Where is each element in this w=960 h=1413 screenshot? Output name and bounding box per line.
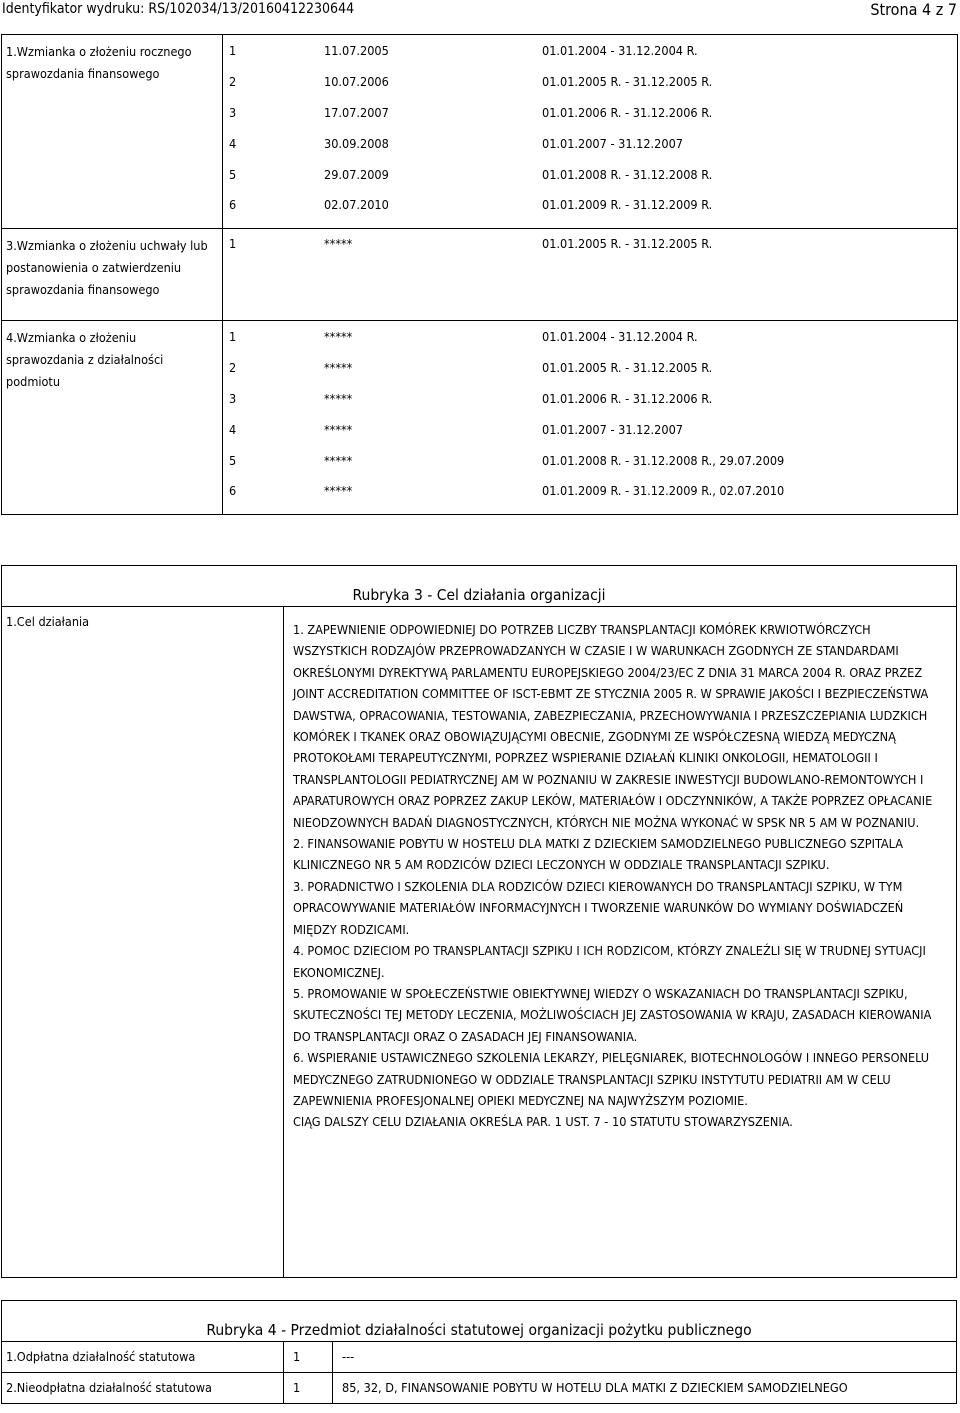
column-divider: [332, 1342, 333, 1372]
rubryka-4: [1, 1300, 957, 1404]
row-label: 2.Nieodpłatna działalność statutowa: [6, 1380, 212, 1395]
column-divider: [283, 1342, 284, 1372]
table-row: 1 11.07.2005 01.01.2004 - 31.12.2004 R.: [229, 43, 698, 58]
table-row: 2 10.07.2006 01.01.2005 R. - 31.12.2005 R.: [229, 74, 713, 89]
section-approval: [2, 229, 958, 321]
goal-paragraph: 2. FINANSOWANIE POBYTU W HOSTELU DLA MATKI Z DZIECKIEM SAMODZIELNEGO PUBLICZNEGO SZPITALA KLINICZNEGO NR 5 AM RODZICÓW DZIECI LECZONYCH W ODDZIALE TRANSPLANTACJI SZPIKU.: [293, 836, 903, 873]
reports-table: [1, 34, 958, 515]
section-title-row: [1, 1300, 957, 1342]
row-value: 85, 32, D, FINANSOWANIE POBYTU W HOTELU DLA MATKI Z DZIECKIEM SAMODZIELNEGO: [342, 1380, 848, 1395]
table-row: [1, 1342, 957, 1373]
table-row: 6 02.07.2010 01.01.2009 R. - 31.12.2009 R.: [229, 197, 713, 212]
column-divider: [332, 1373, 333, 1403]
goal-paragraph: 5. PROMOWANIE W SPOŁECZEŃSTWIE OBIEKTYWNEJ WIEDZY O WSKAZANIACH DO TRANSPLANTACJI SZPIKU, SKUTECZNOŚCI TEJ METODY LECZENIA, MOŻLIWOŚCIACH JEJ ZASTOSOWANIA W KRAJU, ZASADACH KIEROWANIA DO TRANSPLANTACJI ORAZ O ZASADACH JEJ FINANSOWANIA.: [293, 985, 932, 1044]
section-label: 1.Wzmianka o złożeniu rocznego sprawozdania finansowego: [2, 35, 223, 229]
row-number: 1: [293, 1380, 301, 1395]
table-row: 2 ***** 01.01.2005 R. - 31.12.2005 R.: [229, 360, 713, 375]
print-identifier: Identyfikator wydruku: RS/102034/13/20160412230644: [2, 1, 355, 17]
table-row: 6 ***** 01.01.2009 R. - 31.12.2009 R., 02.07.2010: [229, 483, 785, 498]
column-divider: [283, 607, 284, 1277]
table-row: 1 ***** 01.01.2005 R. - 31.12.2005 R.: [229, 236, 713, 251]
section-label: 4.Wzmianka o złożeniu sprawozdania z działalności podmiotu: [2, 321, 223, 515]
table-row: 4 30.09.2008 01.01.2007 - 31.12.2007: [229, 136, 683, 151]
section-rows: [223, 321, 958, 515]
table-row: 1 ***** 01.01.2004 - 31.12.2004 R.: [229, 329, 698, 344]
section-rows: [223, 229, 958, 321]
goal-paragraph: 1. ZAPEWNIENIE ODPOWIEDNIEJ DO POTRZEB LICZBY TRANSPLANTACJI KOMÓREK KRWIOTWÓRCZYCH WSZYSTKICH RODZAJÓW PRZEPROWADZANYCH W CZASIE I W WARUNKACH ZGODNYCH ZE STANDARDAMI OKREŚLONYMI DYREKTYWĄ PARLAMENTU EUROPEJSKIEGO 2004/23/EC Z DNIA 31 MARCA 2004 R. ORAZ PRZEZ JOINT ACCREDITATION COMMITTEE OF ISCT-EBMT ZE STYCZNIA 2005 R. W SPRAWIE JAKOŚCI I BEZPIECZEŃSTWA DAWSTWA, OPRACOWANIA, TESTOWANIA, ZABEZPIECZANIA, PRZECHOWYWANIA I PRZESZCZEPIANIA LUDZKICH KOMÓREK I TKANEK ORAZ OBOWIĄZUJĄCYMI OBECNIE, ZGODNYMI ZE WSPÓŁCZESNĄ WIEDZĄ MEDYCZNĄ PROTOKOŁAMI TERAPEUTYCZNYMI, POPRZEZ WSPIERANIE DZIAŁAŃ KLINIKI ONKOLOGII, HEMATOLOGII I TRANSPLANTOLOGII PEDIATRYCZNEJ AM W POZNANIU W ZAKRESIE INWESTYCJI BUDOWLANO-REMONTOWYCH I APARATUROWYCH ORAZ POPRZEZ ZAKUP LEKÓW, MATERIAŁÓW I ODCZYNNIKÓW, A TAKŻE POPRZEZ OPŁACANIE NIEODZOWNYCH BADAŃ DIAGNOSTYCZNYCH, KTÓRYCH NIE MOŻNA WYKONAĆ W SPSK NR 5 AM W POZNANIU.: [293, 622, 933, 830]
table-row: 5 ***** 01.01.2008 R. - 31.12.2008 R., 29.07.2009: [229, 453, 785, 468]
table-row: [1, 1373, 957, 1404]
rubryka-3: [1, 565, 957, 1278]
row-value: ---: [342, 1349, 355, 1364]
table-row: 3 17.07.2007 01.01.2006 R. - 31.12.2006 R.: [229, 105, 713, 120]
goal-paragraph: CIĄG DALSZY CELU DZIAŁANIA OKREŚLA PAR. 1 UST. 7 - 10 STATUTU STOWARZYSZENIA.: [293, 1114, 793, 1130]
goal-label: 1.Cel działania: [6, 614, 90, 629]
goal-text: [293, 619, 933, 1133]
row-number: 1: [293, 1349, 301, 1364]
section-activity-report: [2, 321, 958, 515]
section-label: 3.Wzmianka o złożeniu uchwały lub postanowienia o zatwierdzeniu sprawozdania finansowego: [2, 229, 223, 321]
section-title-row: [1, 565, 957, 607]
entries-table: [223, 229, 957, 267]
goal-paragraph: 4. POMOC DZIECIOM PO TRANSPLANTACJI SZPIKU I ICH RODZICOM, KTÓRZY ZNALEŹLI SIĘ W TRUDNEJ SYTUACJI EKONOMICZNEJ.: [293, 943, 926, 980]
column-divider: [283, 1373, 284, 1403]
goal-row: [1, 607, 957, 1278]
section-title: Rubryka 4 - Przedmiot działalności statutowej organizacji pożytku publicznego: [206, 1321, 752, 1339]
row-label: 1.Odpłatna działalność statutowa: [6, 1349, 196, 1364]
table-row: 3 ***** 01.01.2006 R. - 31.12.2006 R.: [229, 391, 713, 406]
section-rows: [223, 35, 958, 229]
section-title: Rubryka 3 - Cel działania organizacji: [352, 586, 606, 604]
page-number: Strona 4 z 7: [870, 0, 957, 19]
table-row: 5 29.07.2009 01.01.2008 R. - 31.12.2008 R.: [229, 167, 713, 182]
print-header: [0, 0, 960, 22]
entries-table: [223, 321, 957, 514]
goal-paragraph: 3. PORADNICTWO I SZKOLENIA DLA RODZICÓW DZIECI KIEROWANYCH DO TRANSPLANTACJI SZPIKU, W TYM OPRACOWYWANIE MATERIAŁÓW INFORMACYJNYCH I TWORZENIE WARUNKÓW DO WYMIANY DOŚWIADCZEŃ MIĘDZY RODZICAMI.: [293, 878, 904, 937]
goal-paragraph: 6. WSPIERANIE USTAWICZNEGO SZKOLENIA LEKARZY, PIELĘGNIAREK, BIOTECHNOLOGÓW I INNEGO PERSONELU MEDYCZNEGO ZATRUDNIONEGO W ODDZIALE TRANSPLANTACJI SZPIKU INSTYTUTU PEDIATRII AM W CELU ZAPEWNIENIA PROFESJONALNEJ OPIEKI MEDYCZNEJ NA NAJWYŻSZYM POZIOMIE.: [293, 1050, 930, 1108]
section-annual-report: [2, 35, 958, 229]
table-row: 4 ***** 01.01.2007 - 31.12.2007: [229, 422, 683, 437]
entries-table: [223, 35, 957, 228]
